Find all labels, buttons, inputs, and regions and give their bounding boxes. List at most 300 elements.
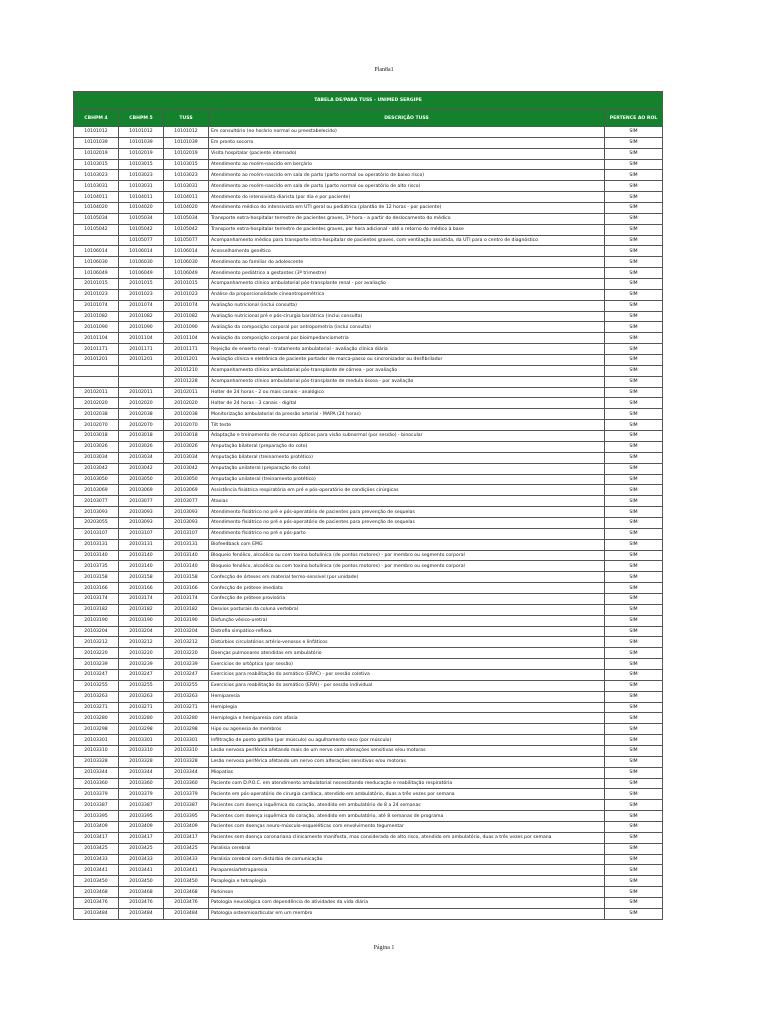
table-row xyxy=(74,355,663,366)
table-row xyxy=(74,822,663,833)
cbhpm4-cell: 10105034 xyxy=(74,213,119,224)
tuss-cell: 10104020 xyxy=(164,203,209,214)
cbhpm5-cell: 20103379 xyxy=(119,789,164,800)
cbhpm5-cell: 20103247 xyxy=(119,669,164,680)
description-cell: Lesão nervosa periférica afetando mais de um nervo com alterações sensitivas e/ou motoras xyxy=(209,745,605,756)
tuss-cell: 20103204 xyxy=(164,626,209,637)
tuss-cell: 20103107 xyxy=(164,528,209,539)
rol-cell: SIM xyxy=(605,170,663,181)
cbhpm5-cell: 10103015 xyxy=(119,159,164,170)
cbhpm4-cell: 10104020 xyxy=(74,203,119,214)
tuss-cell: 10106014 xyxy=(164,246,209,257)
tuss-cell: 10103015 xyxy=(164,159,209,170)
rol-cell: SIM xyxy=(605,344,663,355)
cbhpm4-cell: 10105042 xyxy=(74,224,119,235)
tuss-cell: 20103093 xyxy=(164,517,209,528)
description-cell: Pacientes sem doença coronariana clinicamente manifesta, mas considerada de alto risco, atendido em ambulatório, duas a três vezes por semana xyxy=(209,832,605,843)
tuss-cell: 20103190 xyxy=(164,615,209,626)
tuss-cell: 20103220 xyxy=(164,648,209,659)
rol-cell: SIM xyxy=(605,789,663,800)
rol-cell: SIM xyxy=(605,257,663,268)
rol-cell: SIM xyxy=(605,159,663,170)
table-row xyxy=(74,811,663,822)
cbhpm4-cell: 20103484 xyxy=(74,908,119,919)
description-cell: Confecção de prótese provisória xyxy=(209,593,605,604)
cbhpm4-cell: 20103433 xyxy=(74,854,119,865)
description-cell: Holter de 24 horas - 2 ou mais canais - analógico xyxy=(209,387,605,398)
table-row xyxy=(74,398,663,409)
description-cell: Holter de 24 horas - 3 canais - digital xyxy=(209,398,605,409)
table-row xyxy=(74,539,663,550)
rol-cell: SIM xyxy=(605,431,663,442)
description-cell: Infiltração de ponto gatilho (por músculo) ou agulhamento seco (por músculo) xyxy=(209,735,605,746)
tuss-cell: 20103433 xyxy=(164,854,209,865)
table-row xyxy=(74,420,663,431)
table-row xyxy=(74,517,663,528)
tuss-cell: 20103018 xyxy=(164,431,209,442)
cbhpm4-cell: 10106030 xyxy=(74,257,119,268)
cbhpm5-cell: 20103409 xyxy=(119,822,164,833)
cbhpm5-cell: 20103450 xyxy=(119,876,164,887)
rol-cell: SIM xyxy=(605,756,663,767)
table-body xyxy=(74,127,663,920)
tuss-cell: 20101023 xyxy=(164,289,209,300)
table-row xyxy=(74,626,663,637)
rol-cell: SIM xyxy=(605,474,663,485)
description-cell: Pacientes com doença isquêmica do coração, atendido em ambulatório de 8 a 24 semanas xyxy=(209,800,605,811)
cbhpm4-cell: 20103077 xyxy=(74,496,119,507)
cbhpm5-cell: 20103220 xyxy=(119,648,164,659)
cbhpm5-cell: 10106049 xyxy=(119,268,164,279)
tuss-cell: 20103077 xyxy=(164,496,209,507)
description-cell: Patologia neurológica com dependência de atividades da vida diária xyxy=(209,898,605,909)
cbhpm4-cell: 20103263 xyxy=(74,691,119,702)
rol-cell: SIM xyxy=(605,637,663,648)
cbhpm5-cell: 20103239 xyxy=(119,659,164,670)
rol-cell: SIM xyxy=(605,832,663,843)
cbhpm5-cell: 20103166 xyxy=(119,583,164,594)
column-header-pertence-rol: PERTENCE AO ROL xyxy=(605,110,663,127)
description-cell: Atendimento do intensivista diarista (por dia e por paciente) xyxy=(209,192,605,203)
tuss-cell: 20103140 xyxy=(164,550,209,561)
cbhpm5-cell: 20103131 xyxy=(119,539,164,550)
cbhpm5-cell: 20103093 xyxy=(119,507,164,518)
tuss-cell: 20103450 xyxy=(164,876,209,887)
rol-cell: SIM xyxy=(605,181,663,192)
cbhpm5-cell: 10104020 xyxy=(119,203,164,214)
cbhpm4-cell: 20103344 xyxy=(74,767,119,778)
table-row xyxy=(74,485,663,496)
cbhpm5-cell: 20103425 xyxy=(119,843,164,854)
description-cell: Hipo ou agenesia de membros xyxy=(209,724,605,735)
table-row xyxy=(74,528,663,539)
description-cell: Bloqueio fenólico, alcoólico ou com toxina botulínica (de pontos motores) - por membro ou segmento corporal xyxy=(209,550,605,561)
rol-cell: SIM xyxy=(605,355,663,366)
table-row xyxy=(74,832,663,843)
rol-cell: SIM xyxy=(605,745,663,756)
table-row xyxy=(74,561,663,572)
tuss-cell: 20103140 xyxy=(164,561,209,572)
description-cell: Atendimento ao recém-nascido em sala de parto (parto normal ou operatório de alto risco) xyxy=(209,181,605,192)
cbhpm4-cell: 10103015 xyxy=(74,159,119,170)
cbhpm4-cell: 10104011 xyxy=(74,192,119,203)
table-row xyxy=(74,279,663,290)
rol-cell: SIM xyxy=(605,148,663,159)
description-cell: Paralisia cerebral com distúrbio de comunicação xyxy=(209,854,605,865)
cbhpm4-cell: 20103131 xyxy=(74,539,119,550)
cbhpm5-cell xyxy=(119,365,164,376)
cbhpm5-cell: 20103158 xyxy=(119,572,164,583)
table-row xyxy=(74,659,663,670)
table-row xyxy=(74,615,663,626)
tuss-cell: 20103158 xyxy=(164,572,209,583)
cbhpm5-cell: 20103280 xyxy=(119,713,164,724)
tuss-cell: 20103484 xyxy=(164,908,209,919)
cbhpm5-cell: 20103140 xyxy=(119,561,164,572)
table-row xyxy=(74,724,663,735)
cbhpm5-cell: 20103417 xyxy=(119,832,164,843)
cbhpm4-cell: 20103042 xyxy=(74,463,119,474)
rol-cell: SIM xyxy=(605,691,663,702)
tuss-table xyxy=(73,91,663,920)
cbhpm5-cell: 10104011 xyxy=(119,192,164,203)
cbhpm4-cell: 20102011 xyxy=(74,387,119,398)
column-header-cbhpm4: CBHPM 4 xyxy=(74,110,119,127)
rol-cell: SIM xyxy=(605,604,663,615)
cbhpm5-cell: 10105042 xyxy=(119,224,164,235)
description-cell: Distrofia simpático-reflexa xyxy=(209,626,605,637)
cbhpm5-cell: 20103301 xyxy=(119,735,164,746)
cbhpm4-cell: 20103190 xyxy=(74,615,119,626)
description-cell: Exercícios de ortóptica (por sessão) xyxy=(209,659,605,670)
description-cell: Biofeedback com EMG xyxy=(209,539,605,550)
description-cell: Aconselhamento genético xyxy=(209,246,605,257)
description-cell: Rejeição de enxerto renal - tratamento ambulatorial - avaliação clínica diária xyxy=(209,344,605,355)
table-row xyxy=(74,604,663,615)
description-cell: Hemiparesia xyxy=(209,691,605,702)
cbhpm5-cell: 20103190 xyxy=(119,615,164,626)
description-cell: Patologia osteomioarticular em um membro xyxy=(209,908,605,919)
rol-cell: SIM xyxy=(605,441,663,452)
description-cell: Paciente em pós-operatório de cirurgia cardíaca, atendido em ambulatório, duas a três vezes por semana xyxy=(209,789,605,800)
cbhpm4-cell: 20103417 xyxy=(74,832,119,843)
description-cell: Atendimento ao recém-nascido em berçário xyxy=(209,159,605,170)
cbhpm4-cell: 20101201 xyxy=(74,355,119,366)
cbhpm5-cell: 20103182 xyxy=(119,604,164,615)
cbhpm4-cell: 20101015 xyxy=(74,279,119,290)
rol-cell: SIM xyxy=(605,420,663,431)
table-row xyxy=(74,898,663,909)
description-cell: Lesão nervosa periférica afetando um nervo com alterações sensitivas e/ou motoras xyxy=(209,756,605,767)
cbhpm4-cell: 20103212 xyxy=(74,637,119,648)
cbhpm5-cell: 20103069 xyxy=(119,485,164,496)
table-row xyxy=(74,593,663,604)
page-number-footer: Página 1 xyxy=(373,945,395,951)
description-cell: Distúrbios circulatórios artério-venosos e linfáticos xyxy=(209,637,605,648)
rol-cell: SIM xyxy=(605,289,663,300)
cbhpm4-cell: 20102070 xyxy=(74,420,119,431)
cbhpm5-cell: 20103344 xyxy=(119,767,164,778)
cbhpm4-cell: 20103247 xyxy=(74,669,119,680)
table-row xyxy=(74,474,663,485)
cbhpm4-cell: 20103328 xyxy=(74,756,119,767)
tuss-cell: 20103328 xyxy=(164,756,209,767)
rol-cell: SIM xyxy=(605,409,663,420)
tuss-cell: 10102019 xyxy=(164,148,209,159)
description-cell: Visita hospitalar (paciente internado) xyxy=(209,148,605,159)
cbhpm5-cell: 20103140 xyxy=(119,550,164,561)
rol-cell: SIM xyxy=(605,235,663,246)
description-cell: Atendimento médico do intensivista em UTI geral ou pediátrica (plantão de 12 horas - por paciente) xyxy=(209,203,605,214)
tuss-cell: 20102011 xyxy=(164,387,209,398)
cbhpm4-cell: 20103140 xyxy=(74,550,119,561)
rol-cell: SIM xyxy=(605,713,663,724)
rol-cell: SIM xyxy=(605,767,663,778)
rol-cell: SIM xyxy=(605,865,663,876)
cbhpm4-cell: 20103182 xyxy=(74,604,119,615)
table-row xyxy=(74,376,663,387)
tuss-cell: 20101228 xyxy=(164,376,209,387)
tuss-cell: 20103131 xyxy=(164,539,209,550)
cbhpm5-cell: 20103093 xyxy=(119,517,164,528)
cbhpm4-cell: 20103034 xyxy=(74,452,119,463)
cbhpm4-cell: 20103441 xyxy=(74,865,119,876)
description-cell: Atendimento ao familiar do adolescente xyxy=(209,257,605,268)
cbhpm4-cell: 20103174 xyxy=(74,593,119,604)
description-cell: Tilt teste xyxy=(209,420,605,431)
tuss-cell: 10106049 xyxy=(164,268,209,279)
cbhpm5-cell: 20103107 xyxy=(119,528,164,539)
description-cell: Confecção de órteses em material termo-sensível (por unidade) xyxy=(209,572,605,583)
table-row xyxy=(74,300,663,311)
description-cell: Transporte extra-hospitalar terrestre de pacientes graves, 1ª hora - a partir do deslocamento do médico xyxy=(209,213,605,224)
cbhpm4-cell: 20103166 xyxy=(74,583,119,594)
rol-cell: SIM xyxy=(605,485,663,496)
cbhpm4-cell: 20102020 xyxy=(74,398,119,409)
cbhpm5-cell: 20102011 xyxy=(119,387,164,398)
description-cell: Avaliação da composição corporal por antropometria (inclui consulta) xyxy=(209,322,605,333)
table-row xyxy=(74,224,663,235)
tuss-cell: 20103468 xyxy=(164,887,209,898)
cbhpm4-cell: 20101090 xyxy=(74,322,119,333)
rol-cell: SIM xyxy=(605,615,663,626)
cbhpm5-cell: 20101171 xyxy=(119,344,164,355)
table-row xyxy=(74,745,663,756)
cbhpm5-cell: 20103263 xyxy=(119,691,164,702)
rol-cell: SIM xyxy=(605,137,663,148)
tuss-cell: 20103271 xyxy=(164,702,209,713)
tuss-cell: 20103239 xyxy=(164,659,209,670)
rol-cell: SIM xyxy=(605,192,663,203)
description-cell: Desvios posturais da coluna vertebral xyxy=(209,604,605,615)
table-row xyxy=(74,843,663,854)
cbhpm4-cell: 20101082 xyxy=(74,311,119,322)
tuss-cell: 20102070 xyxy=(164,420,209,431)
cbhpm4-cell: 20103280 xyxy=(74,713,119,724)
cbhpm5-cell: 20103018 xyxy=(119,431,164,442)
table-row xyxy=(74,181,663,192)
description-cell: Paralisia cerebral xyxy=(209,843,605,854)
rol-cell: SIM xyxy=(605,528,663,539)
rol-cell: SIM xyxy=(605,876,663,887)
cbhpm5-cell: 20103026 xyxy=(119,441,164,452)
table-row xyxy=(74,246,663,257)
cbhpm5-cell: 20103298 xyxy=(119,724,164,735)
rol-cell: SIM xyxy=(605,333,663,344)
cbhpm5-cell: 20101015 xyxy=(119,279,164,290)
description-cell: Avaliação clínica e eletrônica de paciente portador de marca-passo ou sincronizador ou desfibrilador xyxy=(209,355,605,366)
rol-cell: SIM xyxy=(605,561,663,572)
cbhpm4-cell: 10101039 xyxy=(74,137,119,148)
cbhpm5-cell: 20101090 xyxy=(119,322,164,333)
column-header-cbhpm5: CBHPM 5 xyxy=(119,110,164,127)
tuss-cell: 10105034 xyxy=(164,213,209,224)
table-row xyxy=(74,159,663,170)
cbhpm5-cell: 20103034 xyxy=(119,452,164,463)
cbhpm5-cell: 10101039 xyxy=(119,137,164,148)
cbhpm4-cell: 20103093 xyxy=(74,507,119,518)
description-cell: Atendimento fisiátrico no pré e pós-parto xyxy=(209,528,605,539)
table-row xyxy=(74,887,663,898)
description-cell: Em pronto socorro xyxy=(209,137,605,148)
tuss-cell: 20103301 xyxy=(164,735,209,746)
table-row xyxy=(74,756,663,767)
tuss-cell: 20103425 xyxy=(164,843,209,854)
rol-cell: SIM xyxy=(605,843,663,854)
tuss-cell: 20103409 xyxy=(164,822,209,833)
cbhpm5-cell: 20103077 xyxy=(119,496,164,507)
cbhpm4-cell: 20103468 xyxy=(74,887,119,898)
description-cell: Amputação unilateral (preparação do coto) xyxy=(209,463,605,474)
column-header-tuss: TUSS xyxy=(164,110,209,127)
table-row xyxy=(74,463,663,474)
rol-cell: SIM xyxy=(605,724,663,735)
table-row xyxy=(74,365,663,376)
tuss-cell: 20103247 xyxy=(164,669,209,680)
cbhpm4-cell: 20103360 xyxy=(74,778,119,789)
cbhpm5-cell: 10106030 xyxy=(119,257,164,268)
cbhpm5-cell: 20101074 xyxy=(119,300,164,311)
cbhpm4-cell: 20103409 xyxy=(74,822,119,833)
description-cell: Paraplegia e tetraplegia xyxy=(209,876,605,887)
description-cell: Hemiplegia e hemiparesia com afasia xyxy=(209,713,605,724)
rol-cell: SIM xyxy=(605,593,663,604)
table-row xyxy=(74,148,663,159)
cbhpm4-cell: 10103031 xyxy=(74,181,119,192)
cbhpm5-cell: 20103360 xyxy=(119,778,164,789)
cbhpm4-cell: 20103220 xyxy=(74,648,119,659)
table-row xyxy=(74,648,663,659)
rol-cell: SIM xyxy=(605,854,663,865)
rol-cell: SIM xyxy=(605,127,663,138)
cbhpm4-cell: 20103476 xyxy=(74,898,119,909)
table-row xyxy=(74,452,663,463)
description-cell: Assistência fisiátrica respiratória em pré e pós-operatório de condições cirúrgicas xyxy=(209,485,605,496)
tuss-cell: 20101074 xyxy=(164,300,209,311)
description-cell: Transporte extra-hospitalar terrestre de pacientes graves, por hora adicional - até o retorno do médico à base xyxy=(209,224,605,235)
table-row xyxy=(74,767,663,778)
tuss-cell: 20103379 xyxy=(164,789,209,800)
rol-cell: SIM xyxy=(605,279,663,290)
cbhpm5-cell: 20103310 xyxy=(119,745,164,756)
description-cell: Acompanhamento clínico ambulatorial pós-transplante renal - por avaliação xyxy=(209,279,605,290)
table-row xyxy=(74,333,663,344)
rol-cell: SIM xyxy=(605,659,663,670)
cbhpm4-cell: 10103023 xyxy=(74,170,119,181)
tuss-cell: 20103417 xyxy=(164,832,209,843)
table-row xyxy=(74,669,663,680)
cbhpm5-cell: 20103387 xyxy=(119,800,164,811)
description-cell: Paciente com D.P.O.C. em atendimento ambulatorial necessitando reeducação e reabilitação respiratória xyxy=(209,778,605,789)
tuss-cell: 20103263 xyxy=(164,691,209,702)
cbhpm5-cell: 20102038 xyxy=(119,409,164,420)
description-cell: Miopatias xyxy=(209,767,605,778)
tuss-cell: 20103344 xyxy=(164,767,209,778)
cbhpm5-cell: 20103204 xyxy=(119,626,164,637)
rol-cell: SIM xyxy=(605,398,663,409)
cbhpm4-cell: 10101012 xyxy=(74,127,119,138)
tuss-cell: 20103166 xyxy=(164,583,209,594)
table-row xyxy=(74,876,663,887)
column-header-descricao: DESCRIÇÃO TUSS xyxy=(209,110,605,127)
rol-cell: SIM xyxy=(605,203,663,214)
tuss-cell: 20103034 xyxy=(164,452,209,463)
tuss-cell: 20101090 xyxy=(164,322,209,333)
cbhpm5-cell: 20101082 xyxy=(119,311,164,322)
tuss-cell: 20103212 xyxy=(164,637,209,648)
description-cell: Amputação bilateral (treinamento protético) xyxy=(209,452,605,463)
cbhpm4-cell: 20103050 xyxy=(74,474,119,485)
cbhpm5-cell: 20103328 xyxy=(119,756,164,767)
rol-cell: SIM xyxy=(605,778,663,789)
table-row xyxy=(74,431,663,442)
table-row xyxy=(74,583,663,594)
tuss-cell: 10106030 xyxy=(164,257,209,268)
table-row xyxy=(74,268,663,279)
cbhpm4-cell: 20103204 xyxy=(74,626,119,637)
rol-cell: SIM xyxy=(605,680,663,691)
table-row xyxy=(74,235,663,246)
description-cell: Avaliação nutricional pré e pós-cirurgia bariátrica (inclui consulta) xyxy=(209,311,605,322)
cbhpm4-cell: 20103450 xyxy=(74,876,119,887)
rol-cell: SIM xyxy=(605,213,663,224)
cbhpm4-cell: 20103271 xyxy=(74,702,119,713)
tuss-cell: 20103280 xyxy=(164,713,209,724)
cbhpm5-cell: 20101104 xyxy=(119,333,164,344)
table-row xyxy=(74,691,663,702)
tuss-cell: 20101082 xyxy=(164,311,209,322)
cbhpm5-cell: 20103433 xyxy=(119,854,164,865)
table-row xyxy=(74,908,663,919)
cbhpm4-cell: 20101104 xyxy=(74,333,119,344)
rol-cell: SIM xyxy=(605,507,663,518)
tuss-cell: 20102020 xyxy=(164,398,209,409)
tuss-cell: 20103387 xyxy=(164,800,209,811)
rol-cell: SIM xyxy=(605,583,663,594)
description-cell: Avaliação da composição corporal por bioimpedanciometria xyxy=(209,333,605,344)
description-cell: Em consultório (no horário normal ou preestabelecido) xyxy=(209,127,605,138)
table-row xyxy=(74,387,663,398)
table-row xyxy=(74,735,663,746)
cbhpm5-cell: 20103050 xyxy=(119,474,164,485)
description-cell: Acompanhamento clínico ambulatorial pós-transplante de medula óssea - por avaliação xyxy=(209,376,605,387)
description-cell: Acompanhamento médico para transporte intra-hospitalar de pacientes graves, com ventilação assistida, da UTI para o centro de diagnóstico xyxy=(209,235,605,246)
rol-cell: SIM xyxy=(605,800,663,811)
description-cell: Pacientes com doenças neuro-músculo-esqueléticas com envolvimento tegumentar xyxy=(209,822,605,833)
cbhpm4-cell: 10106014 xyxy=(74,246,119,257)
table-row xyxy=(74,702,663,713)
description-cell: Paraparesia/tetraparesia xyxy=(209,865,605,876)
